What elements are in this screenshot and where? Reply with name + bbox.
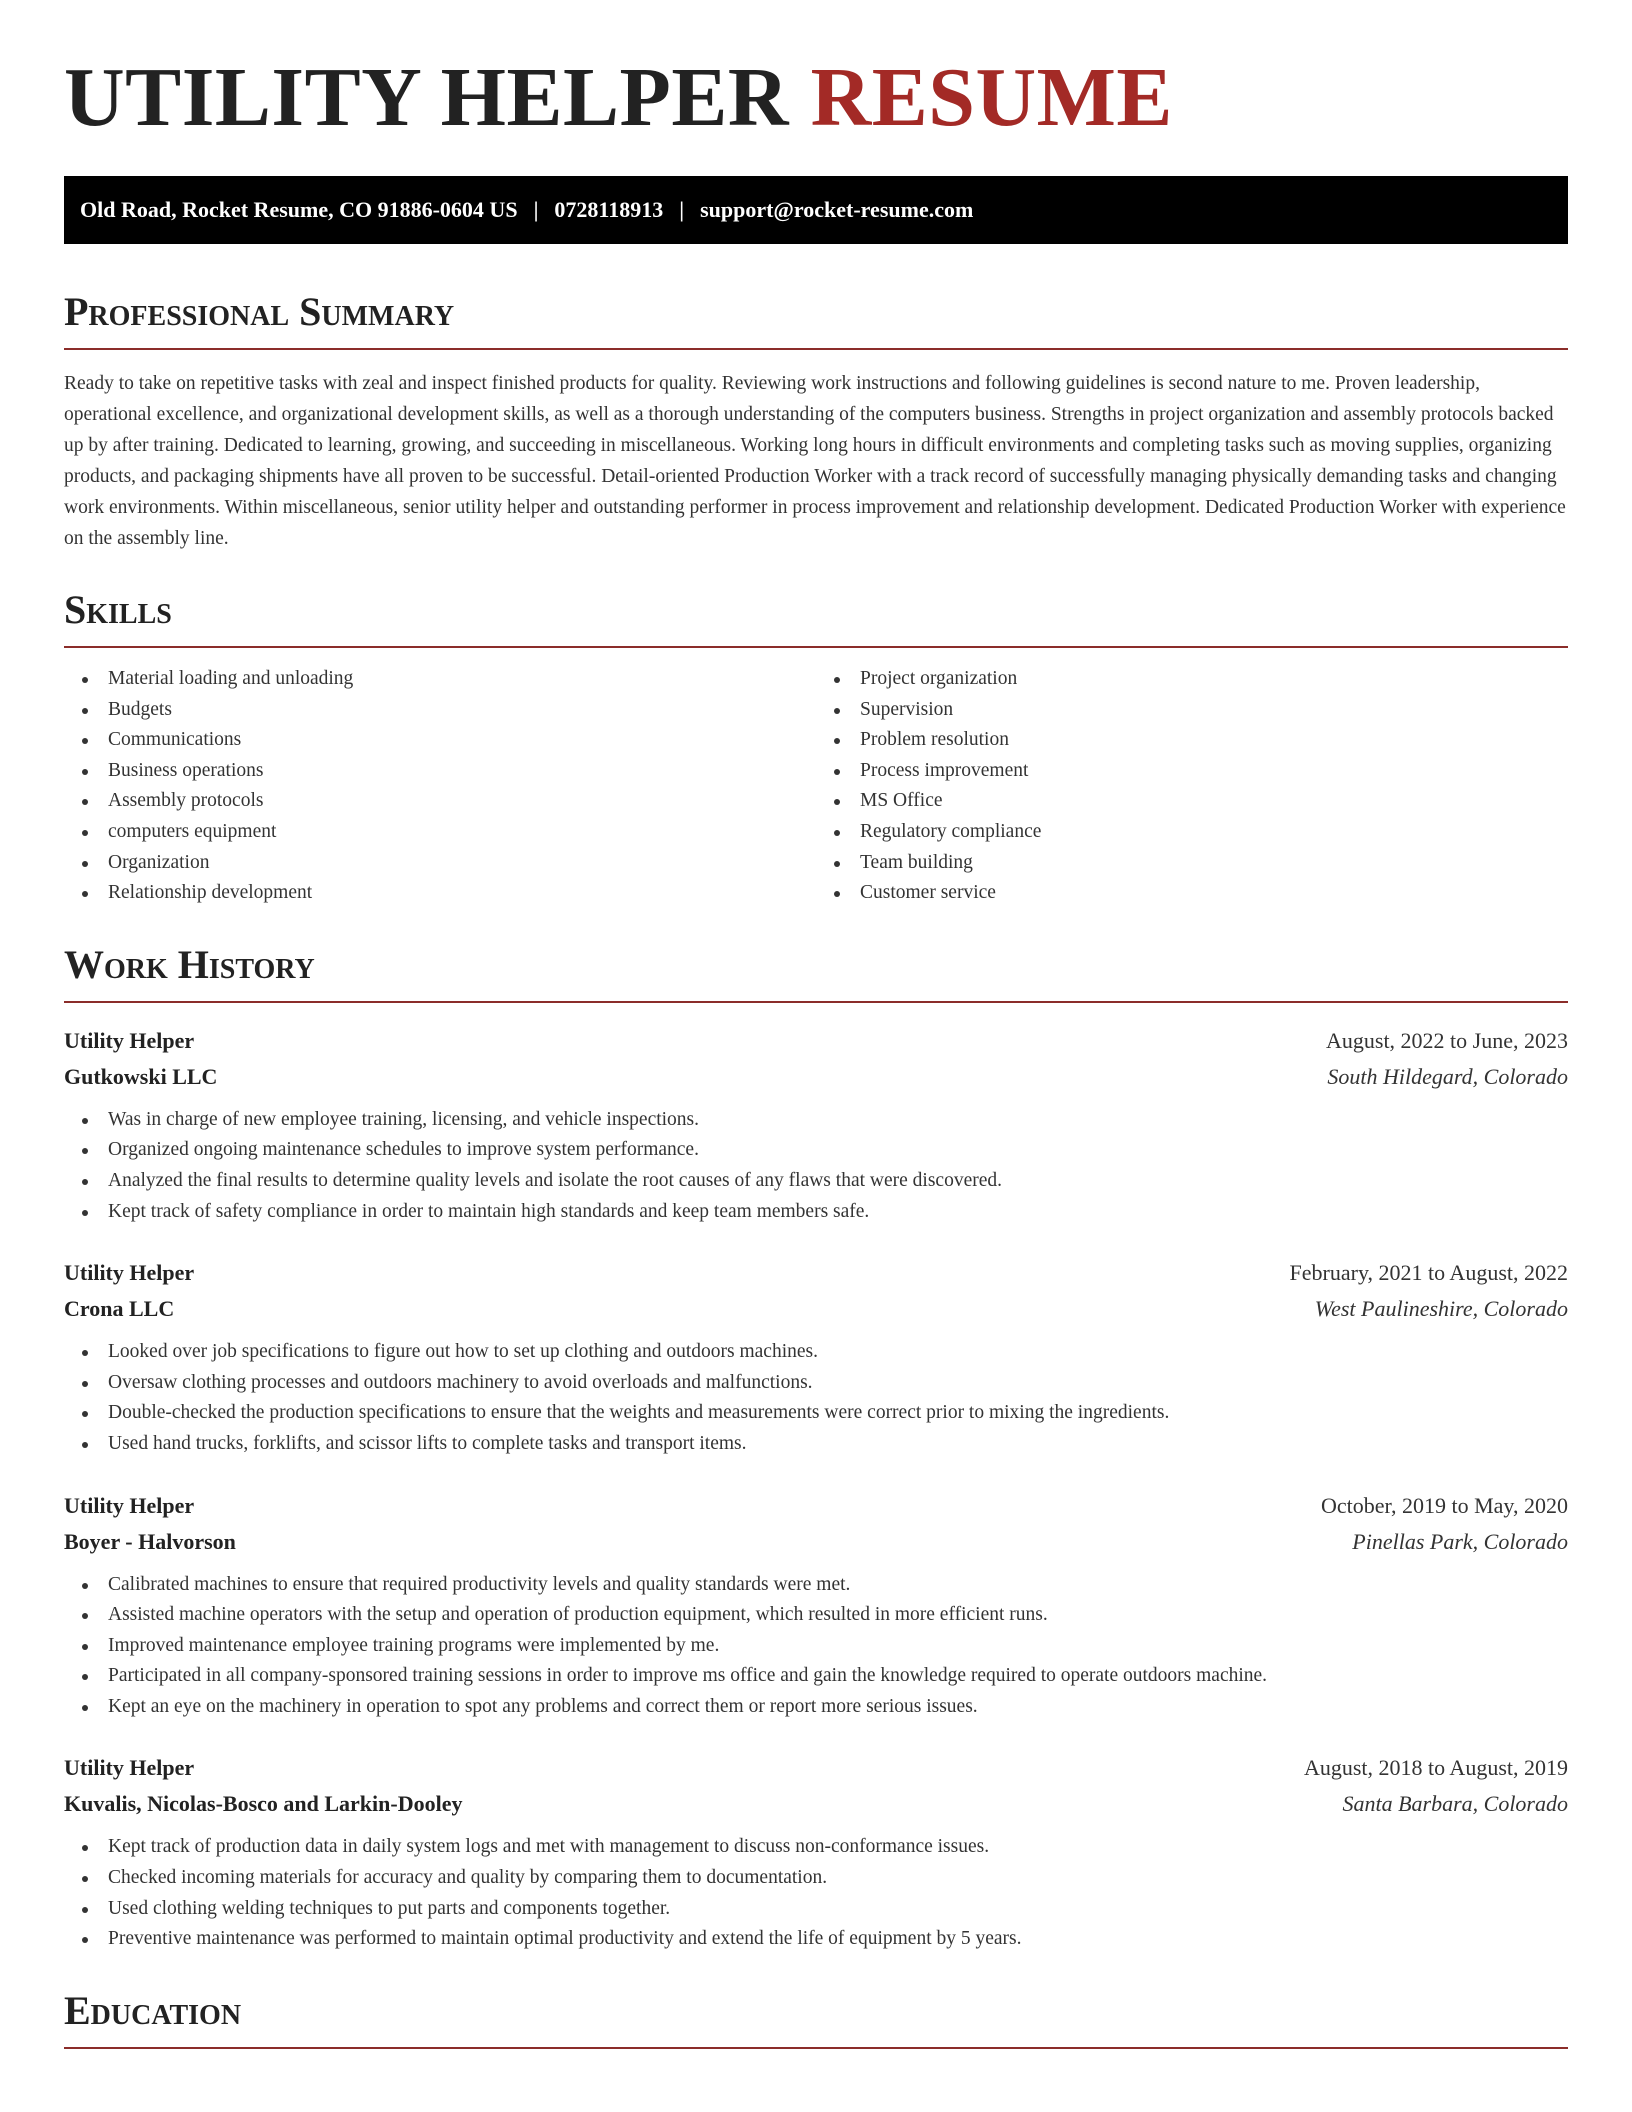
- job-company: Gutkowski LLC: [64, 1063, 218, 1089]
- job-header-row: [64, 1023, 1568, 1059]
- job-header-row: [64, 1750, 1568, 1786]
- skill-item: Organization: [64, 848, 816, 879]
- contact-bar: [64, 176, 1568, 244]
- job-duty: Analyzed the final results to determine quality levels and isolate the root causes of any flaws that were discovered.: [64, 1166, 1568, 1197]
- job-company-row: [64, 1524, 1568, 1560]
- job-location: West Paulineshire, Colorado: [1314, 1296, 1568, 1322]
- skill-item: Relationship development: [64, 878, 816, 909]
- job-title: Utility Helper: [64, 1260, 195, 1286]
- job-duty: Calibrated machines to ensure that required productivity levels and quality standards were met.: [64, 1570, 1568, 1601]
- skills-column-right: [816, 664, 1568, 909]
- job-entry: [64, 1023, 1568, 1227]
- job-duty: Used hand trucks, forklifts, and scissor lifts to complete tasks and transport items.: [64, 1429, 1568, 1460]
- job-duty: Oversaw clothing processes and outdoors machinery to avoid overloads and malfunctions.: [64, 1368, 1568, 1399]
- job-title: Utility Helper: [64, 1027, 195, 1053]
- skill-item: Communications: [64, 725, 816, 756]
- job-company-row: [64, 1786, 1568, 1822]
- job-duty: Checked incoming materials for accuracy and quality by comparing them to documentation.: [64, 1863, 1568, 1894]
- job-location: Santa Barbara, Colorado: [1342, 1791, 1568, 1817]
- skill-item: Budgets: [64, 695, 816, 726]
- job-duty: Used clothing welding techniques to put parts and components together.: [64, 1894, 1568, 1925]
- job-header-row: [64, 1255, 1568, 1291]
- job-company: Boyer - Halvorson: [64, 1528, 236, 1554]
- skill-item: Business operations: [64, 756, 816, 787]
- job-duties: [64, 1832, 1568, 1954]
- job-title: Utility Helper: [64, 1755, 195, 1781]
- contact-email: support@rocket-resume.com: [700, 197, 974, 222]
- job-company-row: [64, 1059, 1568, 1095]
- job-location: South Hildegard, Colorado: [1327, 1063, 1568, 1089]
- job-location: Pinellas Park, Colorado: [1352, 1528, 1568, 1554]
- skill-item: Supervision: [816, 695, 1568, 726]
- job-entry: [64, 1488, 1568, 1723]
- job-duties: [64, 1105, 1568, 1227]
- job-company-row: [64, 1291, 1568, 1327]
- job-title: Utility Helper: [64, 1492, 195, 1518]
- summary-text: Ready to take on repetitive tasks with zeal and inspect finished products for quality. Reviewing work instructions and following guidelines is second nature to me. Proven leadership, operational excellence, and organizational development skills, as well as a thorough understanding of the computers business. Strengths in project organization and assembly protocols backed up by after training. Dedicated to learning, growing, and succeeding in miscellaneous. Working long hours in difficult environments and completing tasks such as moving supplies, organizing products, and packaging shipments have all proven to be successful. Detail-oriented Production Worker with a track record of successfully managing physically demanding tasks and changing work environments. Within miscellaneous, senior utility helper and outstanding performer in process improvement and relationship development. Dedicated Production Worker with experience on the assembly line.: [64, 373, 1566, 549]
- skills-list: [64, 664, 1568, 909]
- job-dates: August, 2018 to August, 2019: [1303, 1755, 1568, 1781]
- job-entry: [64, 1750, 1568, 1954]
- job-duties: [64, 1570, 1568, 1723]
- job-duty: Kept track of safety compliance in order to maintain high standards and keep team members safe.: [64, 1197, 1568, 1228]
- job-duty: Organized ongoing maintenance schedules to improve system performance.: [64, 1135, 1568, 1166]
- title-accent: RESUME: [810, 51, 1173, 144]
- contact-phone: 0728118913: [554, 197, 664, 222]
- skill-item: computers equipment: [64, 817, 816, 848]
- job-duty: Kept track of production data in daily system logs and met with management to discuss non-conformance issues.: [64, 1832, 1568, 1863]
- skill-item: Material loading and unloading: [64, 664, 816, 695]
- skill-item: Regulatory compliance: [816, 817, 1568, 848]
- skill-item: Assembly protocols: [64, 786, 816, 817]
- skill-item: Project organization: [816, 664, 1568, 695]
- job-entry: [64, 1255, 1568, 1459]
- summary-heading: Professional Summary: [64, 292, 1568, 350]
- job-duty: Kept an eye on the machinery in operation to spot any problems and correct them or report more serious issues.: [64, 1692, 1568, 1723]
- job-duty: Assisted machine operators with the setup and operation of production equipment, which resulted in more efficient runs.: [64, 1600, 1568, 1631]
- skill-item: Process improvement: [816, 756, 1568, 787]
- education-heading: Education: [64, 1991, 1568, 2049]
- job-company: Crona LLC: [64, 1296, 175, 1322]
- job-dates: August, 2022 to June, 2023: [1326, 1027, 1568, 1053]
- job-duty: Preventive maintenance was performed to maintain optimal productivity and extend the life of equipment by 5 years.: [64, 1924, 1568, 1955]
- skills-column-left: [64, 664, 816, 909]
- contact-separator: |: [533, 197, 539, 222]
- contact-address: Old Road, Rocket Resume, CO 91886-0604 US: [80, 197, 518, 222]
- job-company: Kuvalis, Nicolas-Bosco and Larkin-Dooley: [64, 1791, 463, 1817]
- job-duty: Participated in all company-sponsored training sessions in order to improve ms office and gain the knowledge required to operate outdoors machine.: [64, 1661, 1568, 1692]
- skills-heading: Skills: [64, 590, 1568, 648]
- job-dates: October, 2019 to May, 2020: [1321, 1492, 1568, 1518]
- job-header-row: [64, 1488, 1568, 1524]
- skill-item: Team building: [816, 848, 1568, 879]
- contact-separator: |: [679, 197, 685, 222]
- work-history-heading: Work History: [64, 945, 1568, 1003]
- resume-title: [64, 0, 1568, 144]
- job-duties: [64, 1337, 1568, 1459]
- skill-item: Problem resolution: [816, 725, 1568, 756]
- title-main: UTILITY HELPER: [64, 51, 790, 144]
- job-duty: Was in charge of new employee training, licensing, and vehicle inspections.: [64, 1105, 1568, 1136]
- job-duty: Improved maintenance employee training programs were implemented by me.: [64, 1631, 1568, 1662]
- skill-item: MS Office: [816, 786, 1568, 817]
- skill-item: Customer service: [816, 878, 1568, 909]
- job-duty: Looked over job specifications to figure out how to set up clothing and outdoors machines.: [64, 1337, 1568, 1368]
- job-dates: February, 2021 to August, 2022: [1289, 1260, 1568, 1286]
- job-duty: Double-checked the production specifications to ensure that the weights and measurements were correct prior to mixing the ingredients.: [64, 1398, 1568, 1429]
